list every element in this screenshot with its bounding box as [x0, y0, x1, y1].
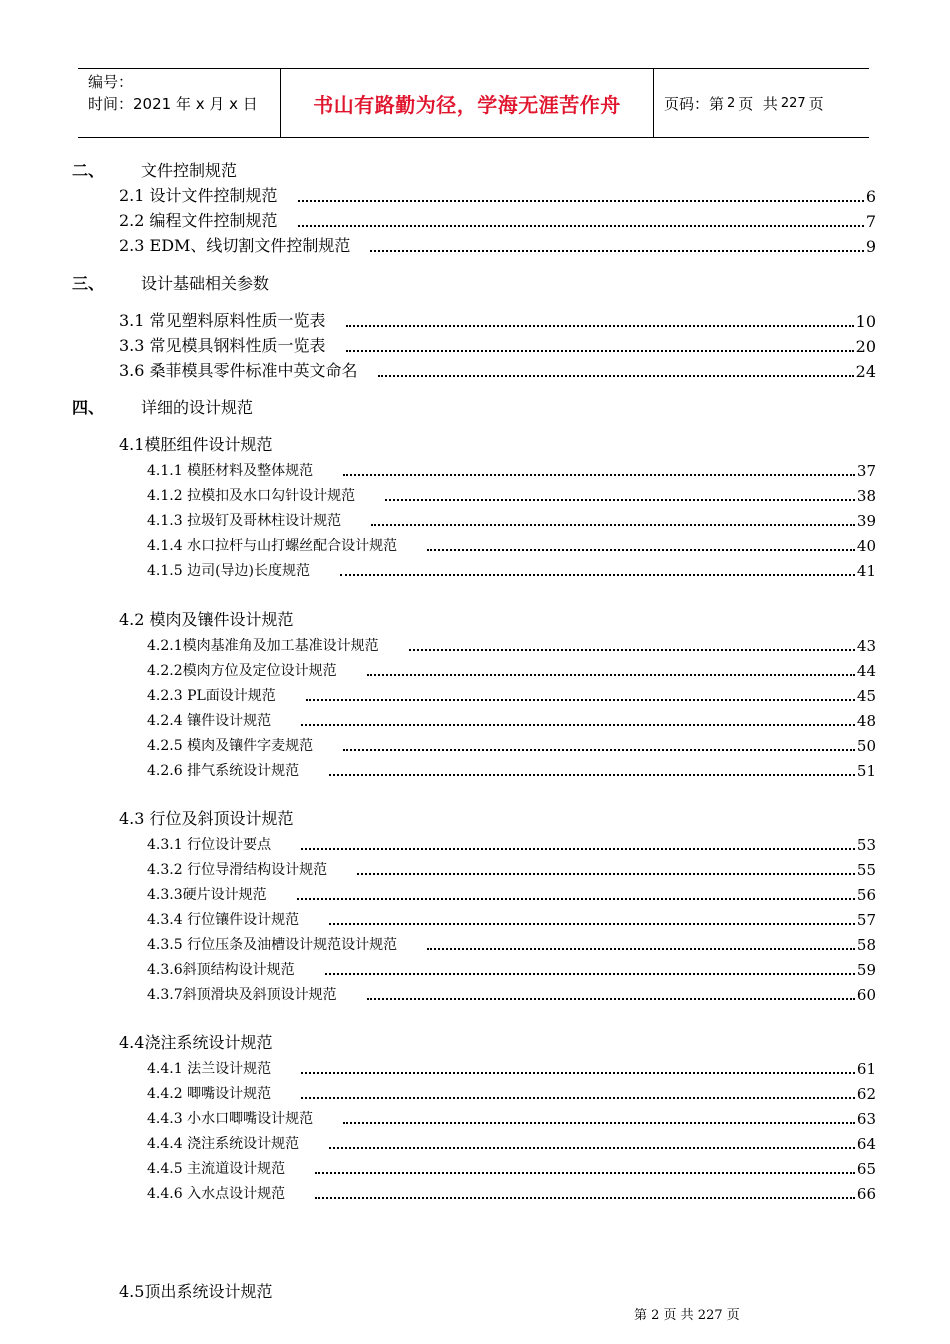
toc-entry-label: 4.3.6斜顶结构设计规范 — [147, 962, 295, 978]
toc-entry-page: 57 — [856, 911, 876, 929]
toc-entry[interactable] — [119, 186, 876, 206]
toc-entry-page: 48 — [856, 712, 876, 730]
dot-leader — [298, 200, 864, 202]
toc-group-title[interactable]: 4.1模胚组件设计规范 — [119, 435, 273, 454]
toc-entry-label: 3.3 常见模具钢料性质一览表 — [119, 336, 326, 355]
section-title: 文件控制规范 — [141, 161, 238, 180]
toc-entry-page: 39 — [856, 512, 876, 530]
toc-entry-label: 2.1 设计文件控制规范 — [119, 186, 278, 205]
section-number: 三、 — [72, 274, 105, 293]
toc-entry[interactable] — [147, 635, 876, 655]
page-total: 227 — [780, 95, 806, 111]
toc-entry-page: 7 — [865, 212, 876, 231]
page-label: 页码：第 — [664, 94, 725, 113]
toc-group-title[interactable]: 4.3 行位及斜顶设计规范 — [119, 809, 294, 828]
dot-leader — [367, 674, 855, 676]
page-end: 页 — [808, 94, 824, 113]
dot-leader — [371, 524, 855, 526]
toc-entry-page: 45 — [856, 687, 876, 705]
toc-entry-label: 4.4.6 入水点设计规范 — [147, 1186, 286, 1202]
dot-leader — [346, 350, 854, 352]
toc-entry-page: 43 — [856, 637, 876, 655]
page-footer: 第 2 页 共 227 页 — [634, 1308, 740, 1323]
toc-entry-label: 4.2.6 排气系统设计规范 — [147, 763, 300, 779]
page-header — [78, 68, 869, 138]
toc-entry-page: 20 — [855, 337, 876, 356]
toc-entry[interactable] — [147, 560, 876, 580]
toc-entry[interactable] — [147, 535, 876, 555]
toc-entry-label: 4.3.1 行位设计要点 — [147, 837, 272, 853]
toc-entry-page: 50 — [856, 737, 876, 755]
toc-entry[interactable] — [119, 361, 876, 381]
toc-entry-page: 24 — [855, 362, 876, 381]
toc-entry-label: 4.2.5 模肉及镶件字麦规范 — [147, 738, 314, 754]
toc-entry-page: 61 — [856, 1060, 876, 1078]
toc-entry-page: 63 — [856, 1110, 876, 1128]
dot-leader — [325, 973, 855, 975]
toc-entry[interactable] — [147, 660, 876, 680]
toc-entry-page: 65 — [856, 1160, 876, 1178]
toc-entry-label: 4.2.1模肉基准角及加工基准设计规范 — [147, 638, 379, 654]
toc-entry[interactable] — [147, 710, 876, 730]
dot-leader — [329, 923, 855, 925]
toc-entry[interactable] — [119, 236, 876, 256]
dot-leader — [385, 499, 855, 501]
dot-leader — [329, 1147, 855, 1149]
dot-leader — [301, 848, 855, 850]
toc-entry-page: 40 — [856, 537, 876, 555]
toc-entry-page: 37 — [856, 462, 876, 480]
date-text: 时间：2021 年 x 月 x 日 — [88, 95, 258, 113]
header-meta — [88, 71, 258, 115]
section-title: 设计基础相关参数 — [141, 274, 270, 293]
dot-leader — [427, 948, 855, 950]
toc-entry[interactable] — [147, 959, 876, 979]
dot-leader — [370, 250, 863, 252]
toc-entry-label: 4.2.3 PL面设计规范 — [147, 688, 276, 704]
section-number: 二、 — [72, 161, 105, 180]
toc-entry[interactable] — [119, 336, 876, 356]
toc-entry-page: 10 — [855, 312, 876, 331]
dot-leader — [301, 1097, 855, 1099]
toc-entry[interactable] — [119, 211, 876, 231]
toc-entry[interactable] — [147, 1133, 876, 1153]
dot-leader — [306, 699, 855, 701]
dot-leader — [346, 325, 854, 327]
dot-leader — [301, 1072, 855, 1074]
toc-entry-page: 44 — [856, 662, 876, 680]
dot-leader — [301, 724, 855, 726]
toc-group-title[interactable]: 4.4浇注系统设计规范 — [119, 1033, 273, 1052]
toc-entry[interactable] — [147, 760, 876, 780]
toc-entry[interactable] — [119, 311, 876, 331]
toc-entry-label: 2.2 编程文件控制规范 — [119, 211, 278, 230]
page-mid: 页 共 — [738, 94, 778, 113]
dot-leader — [367, 998, 855, 1000]
toc-entry[interactable] — [147, 884, 876, 904]
toc-entry[interactable] — [147, 510, 876, 530]
toc-entry-label: 4.3.3硬片设计规范 — [147, 887, 267, 903]
toc-entry[interactable] — [147, 460, 876, 480]
toc-entry[interactable] — [147, 1083, 876, 1103]
page-number: 2 — [727, 95, 736, 111]
dot-leader — [315, 1172, 855, 1174]
dot-leader — [427, 549, 855, 551]
header-page-code — [664, 69, 824, 137]
dot-leader — [297, 898, 855, 900]
doc-number-label: 编号： — [88, 73, 134, 91]
dot-leader — [343, 1122, 855, 1124]
toc-entry-label: 2.3 EDM、线切割文件控制规范 — [119, 236, 351, 255]
toc-entry-label: 4.1.5 边司(导边)长度规范 — [147, 563, 310, 579]
section-title: 详细的设计规范 — [141, 398, 254, 417]
toc-entry-label: 3.1 常见塑料原料性质一览表 — [119, 311, 326, 330]
dot-leader — [378, 375, 854, 377]
header-motto: 书山有路勤为径，学海无涯苦作舟 — [313, 92, 621, 117]
toc-entry-label: 4.3.5 行位压条及油槽设计规范设计规范 — [147, 937, 398, 953]
toc-entry-label: 3.6 桑菲模具零件标准中英文命名 — [119, 361, 358, 380]
header-divider — [653, 69, 654, 137]
toc-entry[interactable] — [147, 984, 876, 1004]
toc-entry-page: 64 — [856, 1135, 876, 1153]
toc-entry-page: 60 — [856, 986, 876, 1004]
toc-entry-page: 6 — [865, 187, 876, 206]
toc-entry-label: 4.1.1 模胚材料及整体规范 — [147, 463, 314, 479]
toc-entry-page: 66 — [856, 1185, 876, 1203]
toc-entry-page: 53 — [856, 836, 876, 854]
toc-entry-label: 4.4.2 唧嘴设计规范 — [147, 1086, 272, 1102]
toc-entry-page: 62 — [856, 1085, 876, 1103]
toc-entry-label: 4.3.4 行位镶件设计规范 — [147, 912, 300, 928]
toc-entry-page: 9 — [865, 237, 876, 256]
dot-leader — [357, 873, 855, 875]
toc-entry-label: 4.4.5 主流道设计规范 — [147, 1161, 286, 1177]
toc-entry[interactable] — [147, 685, 876, 705]
toc-entry-label: 4.1.2 拉模扣及水口勾针设计规范 — [147, 488, 356, 504]
toc-entry-page: 55 — [856, 861, 876, 879]
toc-entry[interactable] — [147, 735, 876, 755]
dot-leader — [340, 574, 855, 576]
toc-group-title[interactable]: 4.2 模肉及镶件设计规范 — [119, 610, 294, 629]
toc-entry-label: 4.1.3 拉圾钉及哥林柱设计规范 — [147, 513, 342, 529]
toc-entry-label: 4.4.3 小水口唧嘴设计规范 — [147, 1111, 314, 1127]
toc-entry-page: 41 — [856, 562, 876, 580]
toc-entry-label: 4.2.4 镶件设计规范 — [147, 713, 272, 729]
toc-entry-label: 4.2.2模肉方位及定位设计规范 — [147, 663, 337, 679]
toc-entry-page: 59 — [856, 961, 876, 979]
toc-entry[interactable] — [147, 909, 876, 929]
dot-leader — [343, 474, 855, 476]
toc-entry[interactable] — [147, 1108, 876, 1128]
dot-leader — [343, 749, 855, 751]
toc-entry-label: 4.3.7斜顶滑块及斜顶设计规范 — [147, 987, 337, 1003]
toc-entry-label: 4.4.4 浇注系统设计规范 — [147, 1136, 300, 1152]
toc-entry-page: 58 — [856, 936, 876, 954]
toc-group-title[interactable]: 4.5顶出系统设计规范 — [119, 1282, 273, 1301]
toc-entry-page: 38 — [856, 487, 876, 505]
toc-entry-page: 51 — [856, 762, 876, 780]
toc-entry-page: 56 — [856, 886, 876, 904]
dot-leader — [329, 774, 855, 776]
toc-entry[interactable] — [147, 1058, 876, 1078]
toc-entry-label: 4.1.4 水口拉杆与山打螺丝配合设计规范 — [147, 538, 398, 554]
dot-leader — [298, 225, 864, 227]
section-number: 四、 — [72, 398, 105, 417]
toc-entry[interactable] — [147, 485, 876, 505]
dot-leader — [315, 1197, 855, 1199]
toc-entry-label: 4.3.2 行位导滑结构设计规范 — [147, 862, 328, 878]
toc-entry[interactable] — [147, 934, 876, 954]
toc-entry[interactable] — [147, 1183, 876, 1203]
toc-entry-label: 4.4.1 法兰设计规范 — [147, 1061, 272, 1077]
dot-leader — [409, 649, 855, 651]
toc-entry[interactable] — [147, 834, 876, 854]
toc-entry[interactable] — [147, 1158, 876, 1178]
toc-entry[interactable] — [147, 859, 876, 879]
